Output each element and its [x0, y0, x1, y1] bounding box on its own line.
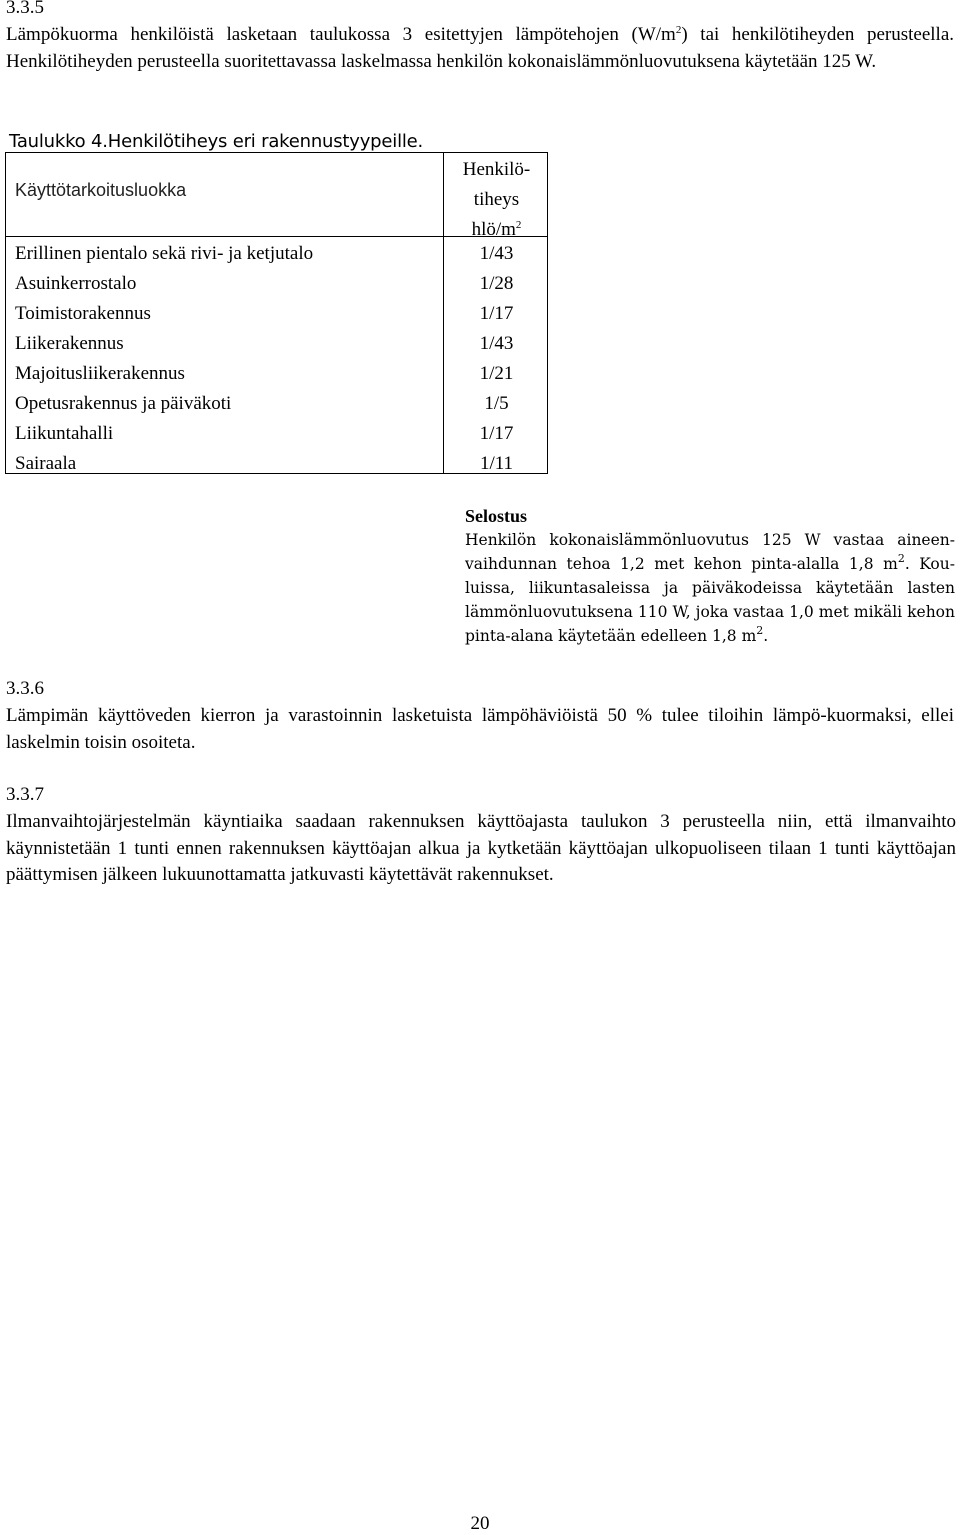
section-3-3-6-number: 3.3.6: [6, 678, 44, 699]
row-density: 1/11: [479, 453, 514, 474]
header-line: Henkilö-: [462, 159, 531, 180]
table-row: [6, 239, 547, 269]
person-density-table: [5, 152, 548, 474]
section-3-3-7-paragraph: Ilmanvaihtojärjestelmän käyntiaika saadaan rakennuksen käyttöajasta taulukon 3 perusteella niin, että ilmanvaihto käynnistetään 1 tunti ennen rakennuksen käyttöajan alkua ja kytketään käyttöajan ulkopuoliseen tilaan 1 tunti käyttöajan päättymisen jälkeen lukuunottamatta jatkuvasti käytettävät rakennukset.: [6, 811, 956, 885]
row-category: Asuinkerrostalo: [15, 273, 137, 294]
selostus-text-part: .: [763, 627, 769, 645]
section-3-3-5-paragraph: [6, 22, 954, 75]
selostus-body: [465, 528, 955, 648]
table-row: [6, 359, 547, 389]
paragraph-text-part: Lämpökuorma henkilöistä lasketaan taulukossa 3 esitettyjen lämpötehojen (W/m: [6, 24, 676, 45]
row-density: 1/17: [479, 423, 514, 444]
row-density: 1/17: [479, 303, 514, 324]
section-3-3-7-number: 3.3.7: [6, 784, 44, 805]
selostus-note: [465, 504, 955, 648]
row-density: 1/28: [479, 273, 514, 294]
superscript: 2: [675, 24, 682, 36]
superscript: 2: [756, 624, 764, 637]
table-caption: Taulukko 4.Henkilötiheys eri rakennustyypeille.: [9, 131, 424, 152]
row-category: Majoitusliikerakennus: [15, 363, 185, 384]
section-3-3-6-paragraph: Lämpimän käyttöveden kierron ja varastoinnin lasketuista lämpöhäviöistä 50 % tulee tiloihin lämpö-kuormaksi, ellei laskelmin toisin osoiteta.: [6, 705, 954, 753]
table-row: [6, 449, 547, 479]
row-density: 1/5: [484, 393, 509, 414]
table-row: [6, 419, 547, 449]
table-row: [6, 389, 547, 419]
table-header-density: [444, 155, 549, 245]
selostus-text-part: . Kou-luissa, liikuntasaleissa ja päiväkodeissa käytetään lasten lämmönluovutuksena 110 W, joka vastaa 1,0 met mikäli kehon pinta-alana käytetään edelleen 1,8 m: [465, 555, 955, 645]
paragraph-text-part: ) tai henkilötiheyden perusteella. Henkilötiheyden perusteella suoritettavassa laskelmassa henkilön kokonaislämmönluovutuksena käytetään 125 W.: [6, 24, 954, 72]
table-row: [6, 329, 547, 359]
row-density: 1/21: [479, 363, 514, 384]
row-category: Erillinen pientalo sekä rivi- ja ketjutalo: [15, 243, 314, 264]
section-3-3-5-number: 3.3.5: [6, 0, 44, 18]
superscript: 2: [897, 552, 905, 565]
selostus-text-part: Henkilön kokonaislämmönluovutus 125 W vastaa aineen-vaihdunnan tehoa 1,2 met kehon pinta-alalla 1,8 m: [465, 531, 955, 573]
row-category: Opetusrakennus ja päiväkoti: [15, 393, 232, 414]
row-density: 1/43: [479, 333, 514, 354]
selostus-title: Selostus: [465, 506, 528, 526]
row-category: Liikuntahalli: [15, 423, 114, 444]
row-category: Toimistorakennus: [15, 303, 151, 324]
table-header-category: Käyttötarkoitusluokka: [15, 180, 187, 200]
row-category: Liikerakennus: [15, 333, 124, 354]
superscript: 2: [515, 219, 522, 231]
row-category: Sairaala: [15, 453, 77, 474]
row-density: 1/43: [479, 243, 514, 264]
table-row: [6, 269, 547, 299]
header-unit: hlö/m: [471, 219, 516, 240]
page-number: 20: [470, 1513, 490, 1534]
table-row: [6, 299, 547, 329]
header-line: tiheys: [473, 189, 520, 210]
